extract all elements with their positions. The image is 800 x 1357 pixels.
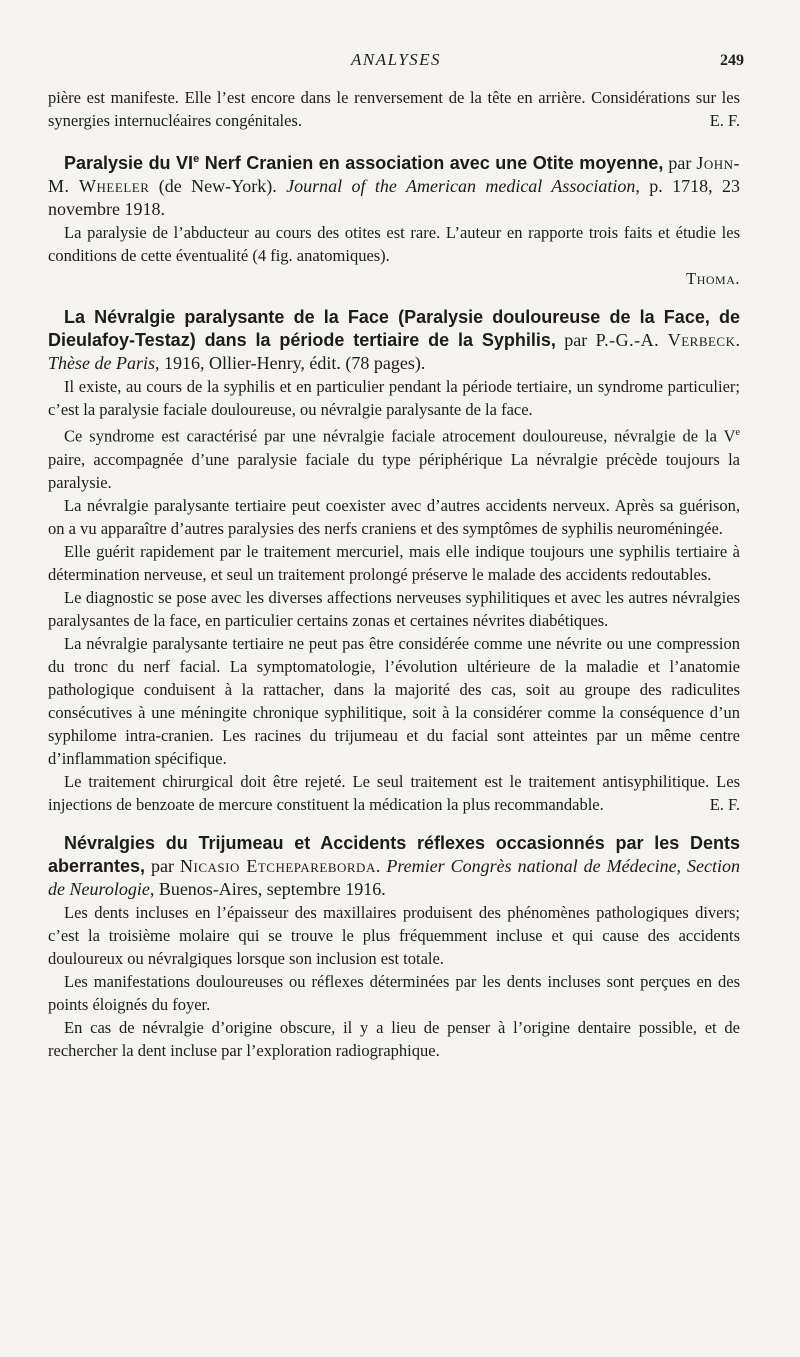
body-paragraph: En cas de névralgie d’origine obscure, il y a lieu de penser à l’origine dentaire possible, et de rechercher la dent incluse par l’exploration radiographique. xyxy=(48,1017,740,1060)
article-title xyxy=(48,832,740,901)
reference: , p. 1718, 23 novembre 1918. xyxy=(48,176,740,219)
paragraph-text: Le traitement chirurgical doit être rejeté. Le seul traitement est le traitement antisyphilitique. Les injections de benzoate de mercure constituent la médication la plus recommandable. xyxy=(48,771,740,814)
article-signature: E. F. xyxy=(709,794,740,814)
article-signature xyxy=(48,267,740,290)
title-text: Névralgies du Trijumeau et Accidents réflexes occasionnés par les Dents aberrantes, xyxy=(48,832,740,876)
body-paragraph: Elle guérit rapidement par le traitement mercuriel, mais elle indique toujours une syphilis tertiaire à détermination nerveuse, et seul un traitement prolongé préserve le malade des accidents redoutables. xyxy=(48,541,740,584)
congress-name: Premier Congrès national de Médecine, Section de Neurologie xyxy=(48,855,741,899)
intro-paragraph xyxy=(48,86,740,132)
body-paragraph: La névralgie paralysante tertiaire peut coexister avec d’autres accidents nerveux. Après sa guérison, on a vu apparaître d’autres paralysies des nerfs craniens et des symptômes de syphilis neuroméningée. xyxy=(48,495,740,538)
journal-name: Journal of the American medical Association xyxy=(286,176,636,196)
body-paragraph xyxy=(48,421,740,494)
title-superscript: e xyxy=(193,153,200,165)
reference: , 1916, Ollier-Henry, édit. (78 pages). xyxy=(155,353,426,373)
running-title: ANALYSES xyxy=(350,50,442,69)
signature-text: Thoma. xyxy=(686,269,740,288)
by-text: par xyxy=(145,855,181,876)
body-paragraph: Les manifestations douloureuses ou réflexes déterminées par les dents incluses sont perçues en des points éloignés du foyer. xyxy=(48,971,740,1014)
page-content xyxy=(48,86,740,1062)
body-paragraph: Le diagnostic se pose avec les diverses affections nerveuses syphilitiques et avec les autres névralgies paralysantes de la face, en particulier certains zonas et certaines névrites diabétiques. xyxy=(48,587,740,630)
article-otite xyxy=(48,148,740,290)
title-text: La Névralgie paralysante de la Face (Paralysie douloureuse de la Face, de Dieulafoy-Testaz) dans la période tertiaire de la Syphilis, xyxy=(48,307,740,350)
paragraph-text: Ce syndrome est caractérisé par une névralgie faciale atrocement douloureuse, névralgie de la V xyxy=(64,426,736,446)
thesis-title: Thèse de Paris xyxy=(48,353,155,373)
author-name: John-M. Wheeler xyxy=(48,153,740,196)
by-text: par xyxy=(663,153,697,173)
article-nevralgie-paralysante xyxy=(48,306,740,816)
article-nevralgies-trijumeau xyxy=(48,832,740,1062)
author-name: P.-G.-A. Verbeck xyxy=(595,330,736,350)
page-number: 249 xyxy=(720,52,744,69)
article-title xyxy=(48,148,740,221)
article-title xyxy=(48,306,740,375)
body-paragraph: La névralgie paralysante tertiaire ne peut pas être considérée comme une névrite ou une compression du tronc du nerf facial. La symptomatologie, l’évolution ultérieure de la maladie et l’anatomie pathologique conduisent à la rattacher, dans la majorité des cas, soit au groupe des radiculites consécutives à une méningite chronique syphilitique, soit à la considérer comme la conséquence d’un syphilome intra-cranien. Les racines du trijumeau et du facial sont atteintes par un même centre d’inflammation spécifique. xyxy=(48,633,740,768)
superscript: e xyxy=(735,427,740,438)
separator: . xyxy=(375,855,387,876)
page-header xyxy=(48,50,744,76)
title-text: Paralysie du VI xyxy=(64,153,194,173)
title-text-rest: Nerf Cranien en association avec une Otite moyenne, xyxy=(199,153,664,173)
author-name: Nicasio Etchepareborda xyxy=(180,855,376,876)
body-paragraph: Les dents incluses en l’épaisseur des maxillaires produisent des phénomènes pathologiques divers; c’est la troisième molaire qui se trouve le plus fréquemment incluse et qui cause des accidents douloureux ou névralgiques lorsque son inclusion est totale. xyxy=(48,902,740,968)
separator: . xyxy=(735,330,740,350)
intro-text: pière est manifeste. Elle l’est encore dans le renversement de la tête en arrière. Considérations sur les synergies internucléaires congénitales. xyxy=(48,88,740,130)
body-paragraph xyxy=(48,770,740,816)
reference: , Buenos-Aires, septembre 1916. xyxy=(149,878,386,899)
intro-signature: E. F. xyxy=(709,111,740,130)
by-text: par xyxy=(555,330,596,350)
author-place: (de New-York). xyxy=(149,176,287,196)
body-paragraph: La paralysie de l’abducteur au cours des otites est rare. L’auteur en rapporte trois faits et étudie les conditions de cette éventualité (4 fig. anatomiques). xyxy=(48,223,740,265)
body-paragraph: Il existe, au cours de la syphilis et en particulier pendant la période tertiaire, un syndrome particulier; c’est la paralysie faciale douloureuse, ou névralgie paralysante de la face. xyxy=(48,377,740,419)
paragraph-text: paire, accompagnée d’une paralysie faciale du type périphérique La névralgie précède toujours la paralysie. xyxy=(48,449,740,492)
